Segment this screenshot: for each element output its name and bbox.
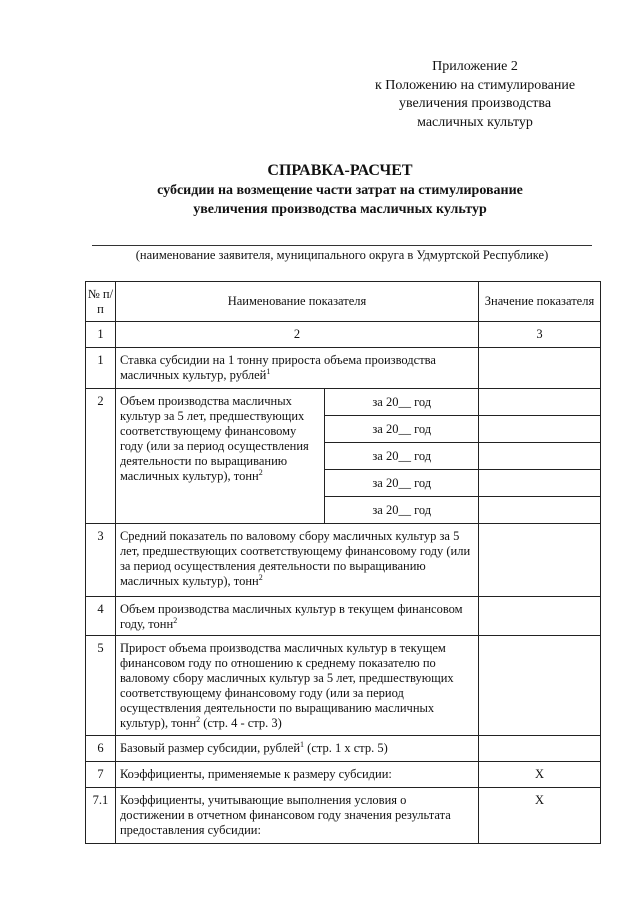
row-number: 1 (86, 348, 116, 389)
footnote-mark: 2 (173, 615, 178, 625)
row-number: 4 (86, 597, 116, 636)
row-text (115, 762, 478, 788)
row-text (115, 348, 478, 389)
applicant-line (92, 245, 592, 246)
row-formula: (стр. 4 - стр. 3) (200, 716, 282, 730)
row-label: Средний показатель по валовому сбору масличных культур за 5 лет, предшествующих соответствующему финансовому году (или за период осуществления деятельности по выращиванию масличных культур), тонн (119, 529, 471, 588)
column-number: 2 (115, 322, 478, 348)
header-num: № п/п (86, 282, 116, 322)
row-text (115, 524, 478, 597)
header-row (86, 282, 601, 322)
year-value (479, 389, 601, 416)
year-cell: за 20__ год (325, 443, 479, 470)
row-value (479, 597, 601, 636)
column-number-row (86, 322, 601, 348)
row-text (115, 389, 325, 524)
header-value: Значение показателя (479, 282, 601, 322)
year-cell: за 20__ год (325, 416, 479, 443)
table-row (86, 762, 601, 788)
table-row (86, 524, 601, 597)
appendix-line: масличных культур (417, 114, 533, 130)
table-row (86, 389, 601, 416)
document-subtitle (60, 181, 620, 219)
row-label: Ставка субсидии на 1 тонну прироста объема производства масличных культур, рублей (119, 353, 436, 382)
table-row (86, 736, 601, 762)
year-value (479, 416, 601, 443)
row-number: 3 (86, 524, 116, 597)
subtitle-line: увеличения производства масличных культур (193, 202, 487, 217)
row-label: Коэффициенты, учитывающие выполнения условия о достижении в отчетном финансовом году значения результата предоставления субсидии: (119, 793, 451, 837)
year-cell: за 20__ год (325, 389, 479, 416)
table-row (86, 597, 601, 636)
year-value (479, 443, 601, 470)
row-label: Объем производства масличных культур за 5 лет, предшествующих соответствующему финансовому году (или за период осуществления деятельности по выращиванию масличных культур), тонн (119, 394, 309, 483)
applicant-caption: (наименование заявителя, муниципального округа в Удмуртской Республике) (135, 248, 549, 262)
row-text (115, 736, 478, 762)
table-row (86, 348, 601, 389)
row-formula: (стр. 1 x стр. 5) (304, 741, 388, 755)
calculation-table (85, 281, 601, 844)
row-label: Коэффициенты, применяемые к размеру субсидии: (119, 767, 392, 781)
row-value (479, 636, 601, 736)
row-label: Объем производства масличных культур в текущем финансовом году, тонн (119, 602, 463, 631)
row-number: 7 (86, 762, 116, 788)
footnote-mark: 2 (196, 714, 201, 724)
year-value (479, 497, 601, 524)
appendix-line: увеличения производства (398, 96, 552, 111)
row-number: 7.1 (86, 788, 116, 844)
row-value (479, 736, 601, 762)
year-cell: за 20__ год (325, 497, 479, 524)
year-value (479, 470, 601, 497)
row-number: 5 (86, 636, 116, 736)
row-number: 2 (86, 389, 116, 524)
footnote-mark: 1 (266, 366, 271, 376)
row-text (115, 788, 478, 844)
footnote-mark: 1 (300, 739, 305, 749)
column-number: 3 (479, 322, 601, 348)
footnote-mark: 2 (258, 572, 263, 582)
row-text (115, 636, 478, 736)
table-row (86, 788, 601, 844)
row-text (115, 597, 478, 636)
table-row (86, 636, 601, 736)
row-number: 6 (86, 736, 116, 762)
row-value: X (479, 788, 601, 844)
row-value (479, 524, 601, 597)
row-value: X (479, 762, 601, 788)
appendix-line: Приложение 2 (432, 59, 518, 74)
appendix-line: к Положению на стимулирование (374, 77, 576, 93)
row-label: Базовый размер субсидии, рублей (119, 741, 301, 755)
subtitle-line: субсидии на возмещение части затрат на стимулирование (157, 183, 523, 198)
column-number: 1 (86, 322, 116, 348)
footnote-mark: 2 (258, 467, 263, 477)
row-value (479, 348, 601, 389)
document-title: СПРАВКА-РАСЧЕТ (267, 162, 413, 179)
year-cell: за 20__ год (325, 470, 479, 497)
appendix-block (360, 58, 590, 132)
row-label: Прирост объема производства масличных культур в текущем финансовом году по отношению к среднему показателю по валовому сбору масличных культур за 5 лет, предшествующих соответствующему финансовому году (или за период осуществления деятельности по выращиванию масличных культур), тонн (119, 641, 454, 730)
header-name: Наименование показателя (115, 282, 478, 322)
